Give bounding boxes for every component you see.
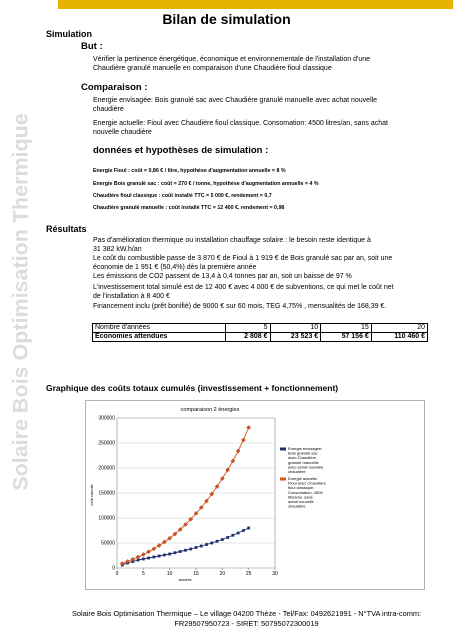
x-tick-label: 5	[141, 571, 145, 577]
table-cell: 110 460 €	[371, 333, 427, 342]
table-cell: 10	[270, 324, 321, 333]
data-point	[226, 536, 229, 539]
legend-label-1: Energie envisagée: Bois granulé sac avec Chaudière granulé manuelle avec achat nouvelle chaudière	[288, 446, 324, 474]
data-point	[200, 545, 203, 548]
chart-title: comparaison 2 énergies	[180, 407, 240, 413]
y-tick-label: 50000	[101, 540, 115, 547]
y-tick-label: 150000	[98, 490, 115, 497]
hypothesis-chaudiere-granule: Chaudière granulé manuelle : coût installé TTC = 12 400 €, rendement = 0,98	[93, 205, 285, 211]
comparaison-heading: Comparaison :	[81, 82, 148, 93]
table-cell: 57 156 €	[321, 333, 372, 342]
x-tick-label: 30	[272, 571, 278, 577]
cost-chart	[85, 400, 425, 590]
y-axis-label: coût cumulé	[89, 484, 94, 506]
data-point	[179, 550, 182, 553]
data-point	[247, 527, 250, 530]
data-point	[205, 543, 208, 546]
data-point	[237, 532, 240, 535]
result-besoin: Pas d'amélioration thermique ou installation chauffage solaire : le besoin reste identique à 31 382 kW.h/an	[93, 237, 371, 253]
x-tick-label: 20	[219, 571, 226, 577]
result-combustible: Le coût du combustible passe de 3 870 € de Fioul à 1 919 € de Bois granulé sac par an, soit une économie de 1 951 € (50,4%) dès la première année	[93, 255, 393, 271]
table-cell: Economies attendues	[93, 333, 226, 342]
table-cell: Nombre d'années	[93, 324, 226, 333]
comparaison-envisagee: Energie envisagée: Bois granulé sac avec Chaudière granulé manuelle avec achat nouvelle chaudière	[93, 97, 378, 113]
hypothesis-chaudiere-fioul: Chaudière fioul classique : coût installé TTC = 5 000 €, rendement = 0,7	[93, 193, 272, 199]
side-brand-text: Solaire Bois Optimisation Thermique	[8, 113, 33, 491]
table-row	[93, 333, 428, 342]
footer-line-2: FR29507950723 - SIRET: 50795072300019	[174, 619, 319, 628]
table-row	[93, 324, 428, 333]
data-point	[158, 555, 161, 558]
table-cell: 23 523 €	[270, 333, 321, 342]
y-tick-label: 300000	[98, 415, 115, 422]
graph-heading: Graphique des coûts totaux cumulés (investissement + fonctionnement)	[46, 383, 339, 393]
data-point	[221, 538, 224, 541]
result-financement: Financement inclu (prêt bonifié) de 9000 € sur 60 mois, TEG 4,75% , mensualités de 168,39 €.	[93, 303, 387, 310]
table-cell: 2 808 €	[226, 333, 271, 342]
plot-area	[98, 416, 278, 578]
side-brand	[0, 112, 42, 492]
hypothesis-bois: Energie Bois granulé sac : coût = 270 € / tonne, hypothèse d'augmentation annuelle = 4 %	[93, 181, 319, 187]
x-tick-label: 10	[166, 571, 173, 577]
legend-swatch-1	[280, 448, 286, 451]
simulation-heading: Simulation	[46, 29, 93, 39]
data-point	[147, 557, 150, 560]
x-tick-label: 25	[245, 571, 252, 577]
table-cell: 5	[226, 324, 271, 333]
y-tick-label: 250000	[98, 440, 115, 447]
y-tick-label: 200000	[98, 465, 115, 472]
data-point	[195, 546, 198, 549]
but-text: Vérifier la pertinence énergétique, économique et environnementale de l'installation d'une Chaudière granulé manuelle en comparaison d'une Chaudière fioul classique	[93, 56, 371, 72]
hypotheses-heading: données et hypothèses de simulation :	[93, 145, 269, 156]
footer-line-1: Solaire Bois Optimisation Thermique – Le village 04200 Thèze - Tel/Fax: 0492621991 - N°TVA intra-comm:	[71, 609, 422, 618]
data-point	[184, 549, 187, 552]
data-point	[216, 540, 219, 543]
data-point	[163, 554, 166, 557]
footer	[40, 609, 453, 629]
data-point	[242, 529, 245, 532]
legend-swatch-2	[280, 478, 286, 481]
data-point	[189, 548, 192, 551]
data-point	[231, 534, 234, 537]
data-point	[174, 551, 177, 554]
top-accent-bar	[58, 0, 453, 9]
result-emissions: Les émissions de CO2 passent de 13,4 à 0,4 tonnes par an, soit un baisse de 97 %	[93, 273, 352, 280]
hypothesis-fioul: Energie Fioul : coût = 0,86 € / litre, hypothèse d'augmentation annuelle = 8 %	[93, 168, 286, 174]
table-cell: 15	[321, 324, 372, 333]
but-heading: But :	[81, 41, 103, 52]
page-title: Bilan de simulation	[162, 11, 291, 27]
data-point	[168, 553, 171, 556]
x-axis-label: années	[178, 577, 192, 582]
y-tick-label: 0	[112, 565, 115, 572]
x-tick-label: 15	[193, 571, 199, 577]
data-point	[152, 556, 155, 559]
resultats-heading: Résultats	[46, 224, 87, 234]
savings-table	[92, 323, 428, 342]
comparaison-actuelle: Energie actuelle: Fioul avec Chaudière fioul classique. Consomation: 4500 litres/an, sans achat nouvelle chaudière	[93, 120, 388, 136]
data-point	[210, 542, 213, 545]
table-cell: 20	[371, 324, 427, 333]
legend-label-2: Energie actuelle: Fioul avec Chaudière fioul classique. Consomation: 4500 litres/an, sans achat nouvelle chaudière	[288, 476, 326, 509]
y-tick-label: 100000	[98, 515, 115, 522]
result-investissement: L'investissement total simulé est de 12 400 € avec 4 000 € de subventions, ce qui met le coût net de l'installation à 8 400 €	[93, 284, 394, 300]
data-point	[142, 558, 145, 561]
x-tick-label: 0	[115, 571, 119, 577]
